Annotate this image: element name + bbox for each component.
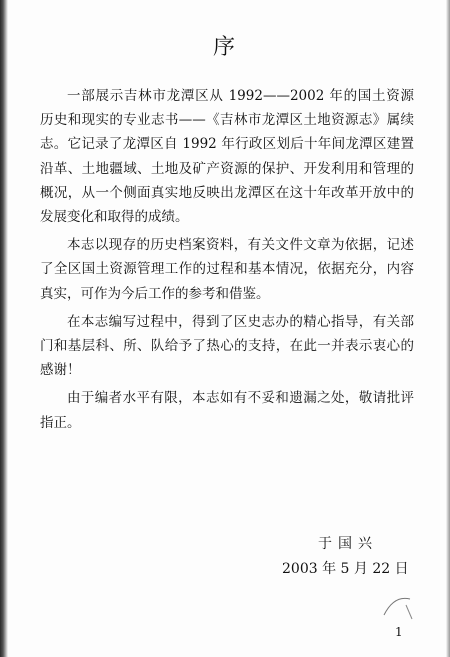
page-title: 序 <box>212 35 237 60</box>
binding-edge-shadow <box>0 0 8 657</box>
page-edge-shadow <box>446 0 450 657</box>
paragraph-2: 本志以现存的历史档案资料，有关文件文章为依据，记述了全区国土资源管理工作的过程和基本情况，依据充分，内容真实，可作为今后工作的参考和借鉴。 <box>40 237 414 302</box>
signature-name: 于国兴 <box>318 536 378 552</box>
signature-date: 2003 年 5 月 22 日 <box>282 561 409 577</box>
paragraph-1: 一部展示吉林市龙潭区从 1992——2002 年的国土资源历史和现实的专业志书——《吉林市龙潭区土地资源志》属续志。它记录了龙潭区自 1992 年行政区划后十年间龙潭区建置沿革、土地疆域、土地及矿产资源的保护、开发利用和管理的概况，从一个侧面真实地反映出龙潭区在这十年改革开放中的发展变化和取得的成绩。 <box>40 88 414 226</box>
paragraph-3: 在本志编写过程中，得到了区史志办的精心指导，有关部门和基层科、所、队给予了热心的支持，在此一并表示衷心的感谢！ <box>40 313 414 379</box>
preface-body <box>40 84 414 439</box>
page-number: 1 <box>395 625 403 639</box>
pencil-mark-icon <box>380 585 420 625</box>
paragraph-4: 由于编者水平有限，本志如有不妥和遗漏之处，敬请批评指正。 <box>40 390 414 431</box>
